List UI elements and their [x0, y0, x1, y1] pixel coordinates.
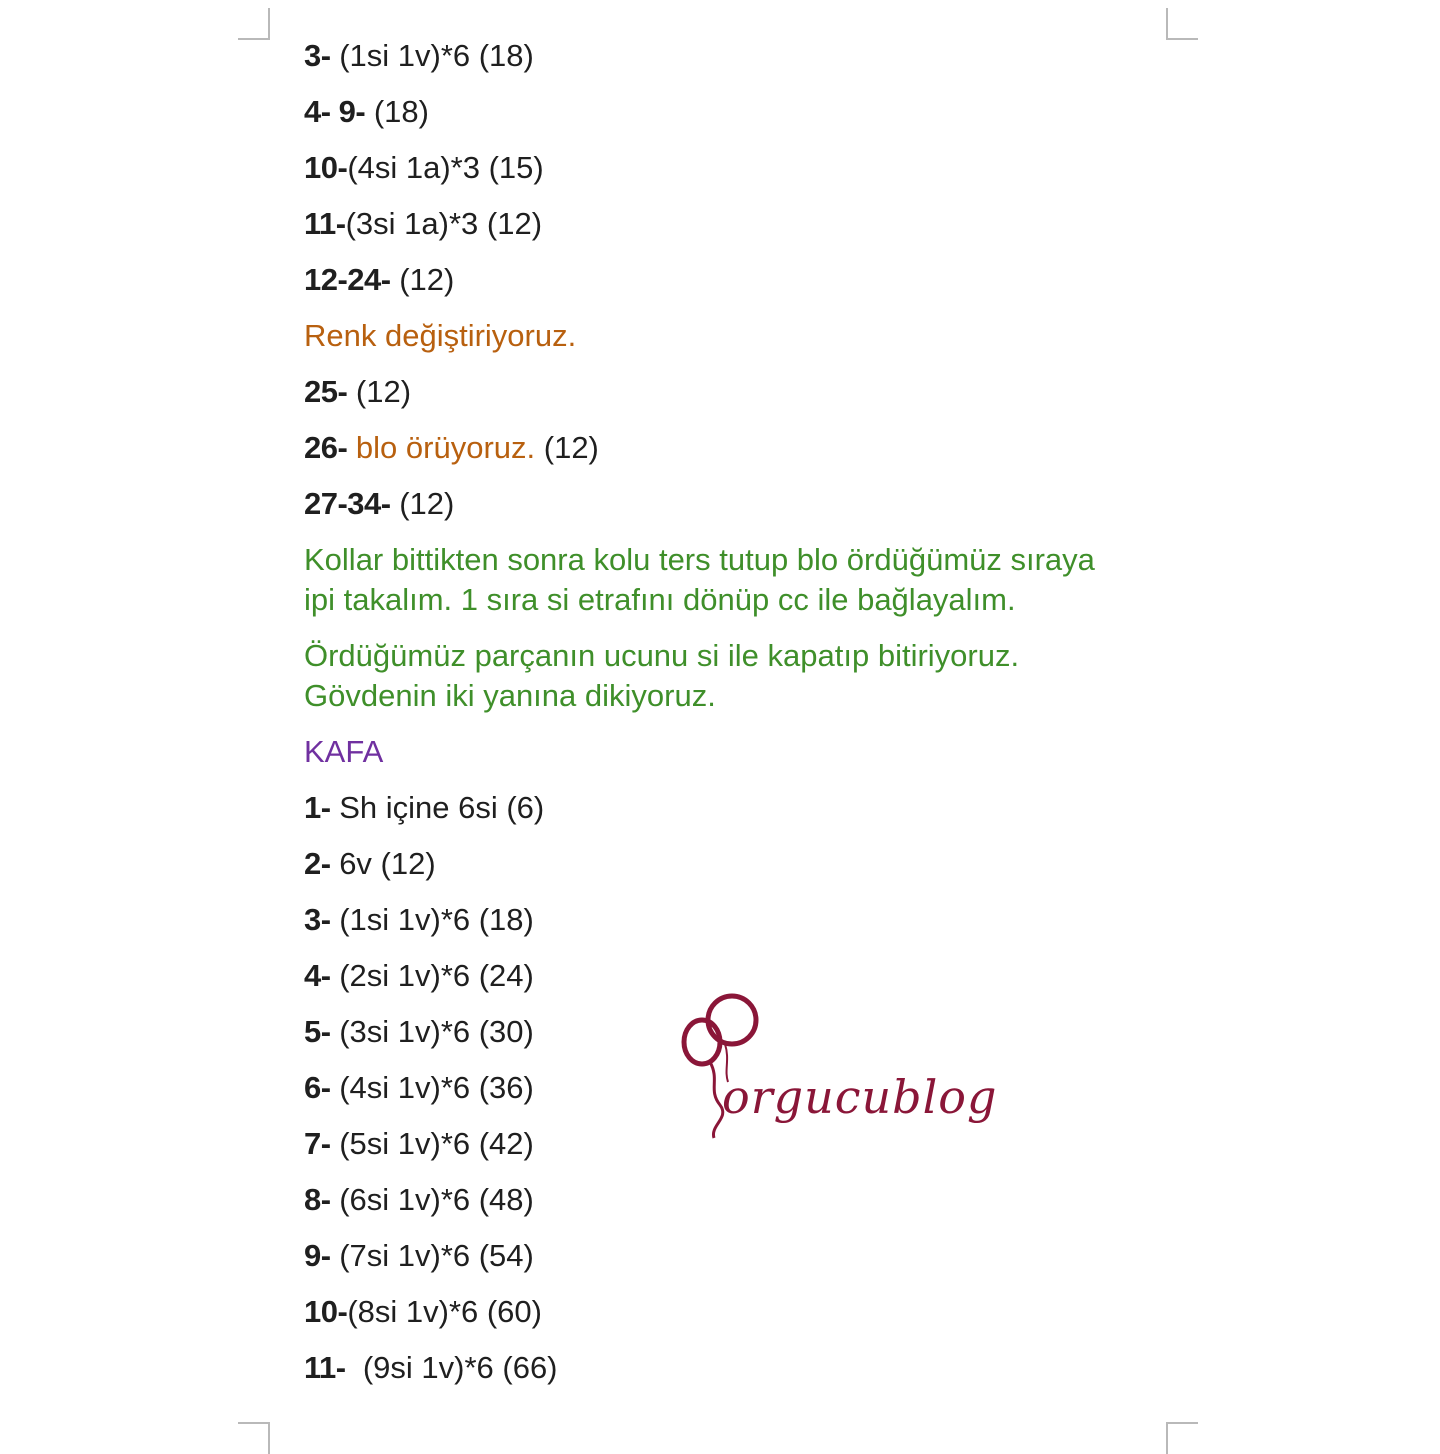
watermark-logo [680, 990, 998, 1150]
pattern-row: 27-34- (12) [304, 486, 455, 521]
pattern-row: 7- (5si 1v)*6 (42) [304, 1126, 534, 1161]
instruction-paragraph: Ördüğümüz parçanın ucunu si ile kapatıp bitiriyoruz. Gövdenin iki yanına dikiyoruz. [304, 638, 1020, 713]
pattern-row: 26- blo örüyoruz. (12) [304, 430, 599, 465]
pattern-row: 25- (12) [304, 374, 412, 409]
crop-mark-bottom-right [1166, 1422, 1198, 1454]
crop-mark-top-right [1166, 8, 1198, 40]
watermark-text: orgucublog [722, 1070, 998, 1124]
pattern-row: 10-(8si 1v)*6 (60) [304, 1294, 542, 1329]
pattern-row: 10-(4si 1a)*3 (15) [304, 150, 544, 185]
crop-mark-top-left [238, 8, 270, 40]
pattern-row: 6- (4si 1v)*6 (36) [304, 1070, 534, 1105]
document-page [304, 36, 1154, 1404]
section-title: KAFA [304, 734, 384, 769]
pattern-row: 5- (3si 1v)*6 (30) [304, 1014, 534, 1049]
pattern-row: 1- Sh içine 6si (6) [304, 790, 545, 825]
color-change-note: Renk değiştiriyoruz. [304, 318, 577, 353]
pattern-row: 11- (9si 1v)*6 (66) [304, 1350, 558, 1385]
pattern-row: 3- (1si 1v)*6 (18) [304, 902, 534, 937]
pattern-row: 8- (6si 1v)*6 (48) [304, 1182, 534, 1217]
pattern-row: 11-(3si 1a)*3 (12) [304, 206, 543, 241]
pattern-row: 12-24- (12) [304, 262, 455, 297]
pattern-row: 9- (7si 1v)*6 (54) [304, 1238, 534, 1273]
pattern-row: 4- (2si 1v)*6 (24) [304, 958, 534, 993]
pattern-row: 4- 9- (18) [304, 94, 429, 129]
pattern-row: 3- (1si 1v)*6 (18) [304, 38, 534, 73]
pattern-row: 2- 6v (12) [304, 846, 436, 881]
crop-mark-bottom-left [238, 1422, 270, 1454]
instruction-paragraph: Kollar bittikten sonra kolu ters tutup blo ördüğümüz sıraya ipi takalım. 1 sıra si etrafını dönüp cc ile bağlayalım. [304, 542, 1095, 617]
